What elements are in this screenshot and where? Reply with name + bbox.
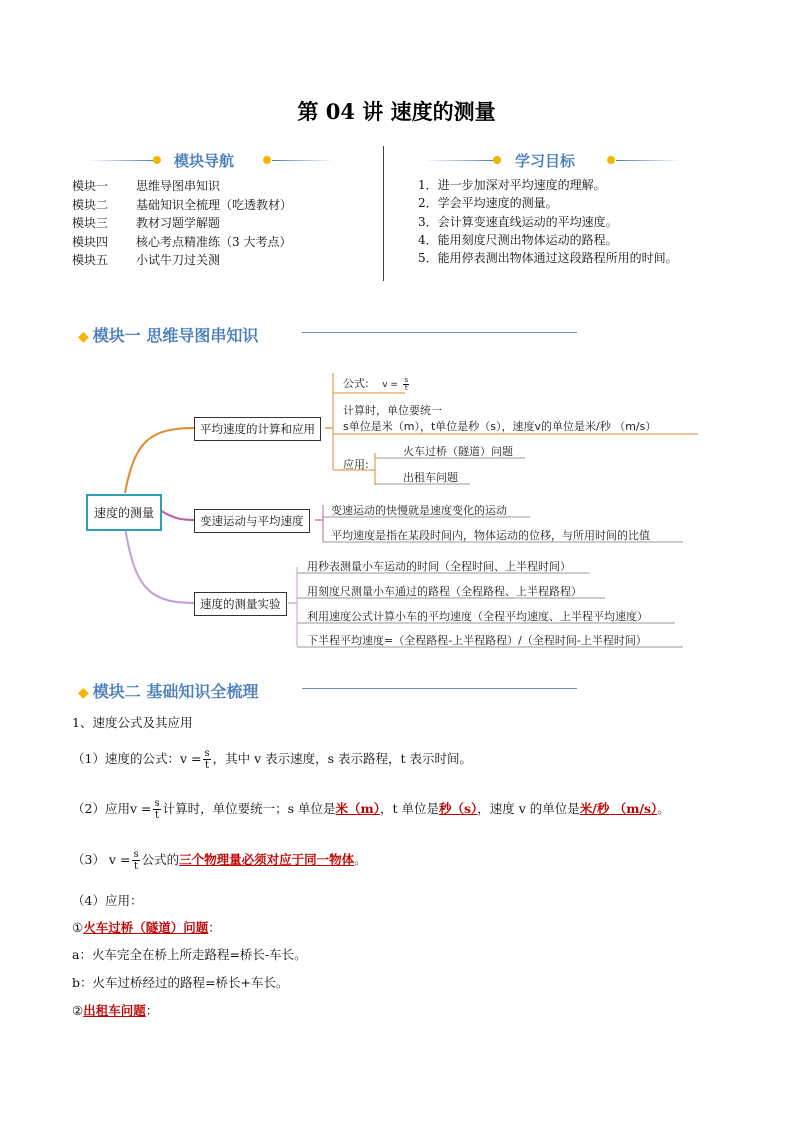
nav-item: 模块四 核心考点精准练（3 大考点） (72, 234, 292, 249)
mindmap-leaf: 用秒表测量小车运动的时间（全程时间、上半程时间） (307, 560, 571, 573)
apply-train-b: b：火车过桥经过的路程=桥长+车长。 (72, 975, 289, 990)
goal-item: 2．学会平均速度的测量。 (418, 196, 558, 211)
mindmap-leaf: 用刻度尺测量小车通过的路程（全程路程、上半程路程） (307, 585, 582, 598)
mindmap-formula: 公式: v = $\frac{s}{t}$ (343, 375, 409, 392)
goal-item: 4．能用刻度尺测出物体运动的路程。 (418, 232, 618, 247)
mindmap-branch-variable-motion: 变速运动与平均速度 (194, 509, 310, 533)
paragraph-apply: （4）应用： (72, 893, 143, 908)
mindmap-branch-average-speed: 平均速度的计算和应用 (194, 417, 321, 441)
paragraph-units: （2）应用v = $\frac{s}{t}$ 计算时，单位要统一；s 单位是米（m），t 单位是秒（s），速度 v 的单位是米/秒 （m/s）。 (72, 798, 670, 821)
goals-heading: 学习目标 (515, 152, 576, 170)
module1-heading: ◆ 模块一 思维导图串知识 (78, 326, 259, 345)
module2-rule (302, 688, 577, 689)
nav-item: 模块五 小试牛刀过关测 (72, 253, 221, 267)
apply-train-a: a：火车完全在桥上所走路程=桥长-车长。 (72, 947, 307, 962)
nav-heading: 模块导航 (174, 152, 235, 170)
mindmap-root: 速度的测量 (86, 494, 162, 531)
mindmap-leaf: 平均速度是指在某段时间内，物体运动的位移，与所用时间的比值 (331, 529, 650, 542)
module2-heading: ◆ 模块二 基础知识全梳理 (78, 682, 259, 701)
mindmap-branch-experiment: 速度的测量实验 (194, 592, 287, 616)
diamond-icon: ◆ (78, 685, 89, 701)
nav-item: 模块三 教材习题学解题 (72, 216, 221, 230)
diamond-icon: ◆ (78, 329, 89, 345)
mindmap-leaf: 利用速度公式计算小车的平均速度（全程平均速度、上半程平均速度） (307, 610, 648, 623)
nav-item: 模块一 思维导图串知识 (72, 179, 221, 193)
page-title: 第 04 讲 速度的测量 (297, 99, 496, 124)
apply-taxi-heading: ②出租车问题： (72, 1003, 159, 1018)
goal-item: 1．进一步加深对平均速度的理解。 (418, 178, 606, 192)
mindmap-unit-detail: s单位是米（m），t单位是秒（s），速度v的单位是米/秒 （m/s） (343, 420, 657, 433)
paragraph-formula: （1）速度的公式：v = $\frac{s}{t}$ ，其中 v 表示速度，s 表示路程，t 表示时间。 (72, 748, 473, 771)
mindmap-unit-note: 计算时，单位要统一 (343, 404, 442, 417)
nav-item: 模块二 基础知识全梳理（吃透教材） (72, 197, 293, 212)
goal-item: 3．会计算变速直线运动的平均速度。 (418, 214, 618, 229)
mindmap-apply-train: 火车过桥（隧道）问题 (403, 445, 513, 458)
mindmap-leaf: 下半程平均速度=（全程路程-上半程路程）/（全程时间-上半程时间） (307, 634, 647, 647)
mindmap-leaf: 变速运动的快慢就是速度变化的运动 (331, 504, 507, 517)
section-title: 1、速度公式及其应用 (72, 715, 193, 730)
apply-train-heading: ①火车过桥（隧道）问题： (72, 920, 221, 935)
mindmap-apply-label: 应用: (343, 458, 369, 471)
paragraph-same-object: （3） v = $\frac{s}{t}$ 公式的三个物理量必须对应于同一物体。 (72, 849, 367, 872)
goal-item: 5．能用停表测出物体通过这段路程所用的时间。 (418, 251, 678, 266)
mindmap-apply-taxi: 出租车问题 (403, 471, 458, 484)
